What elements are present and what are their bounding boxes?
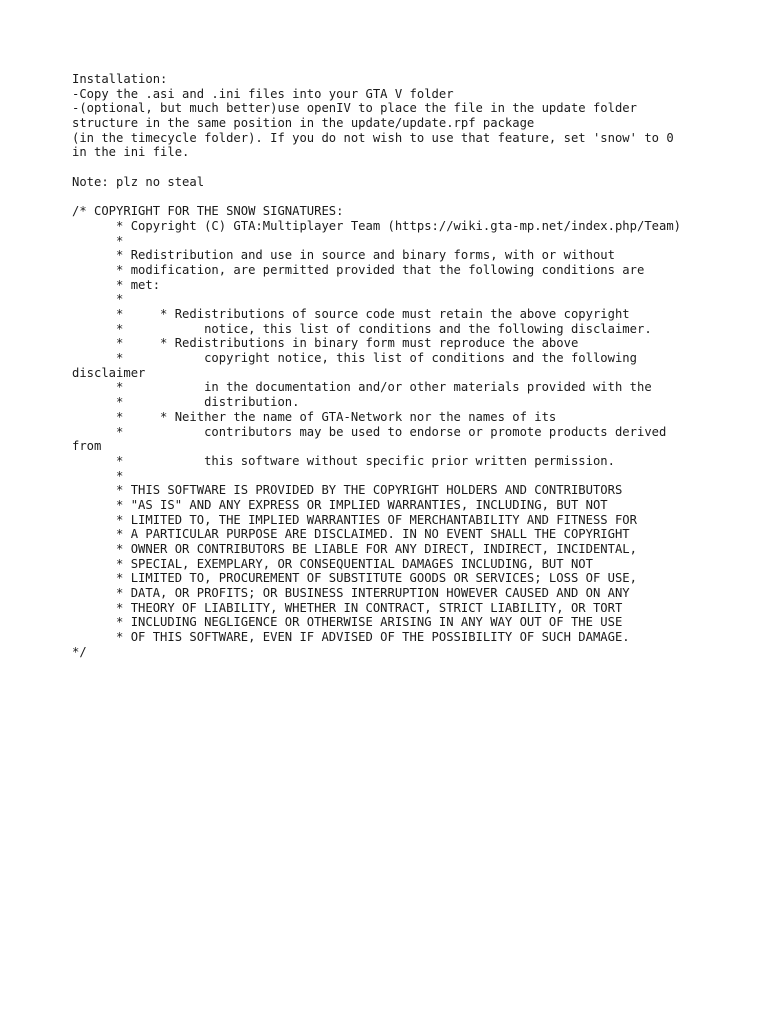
installation-heading: Installation:	[72, 72, 168, 86]
license-condition: * contributors may be used to endorse or promote products derived	[72, 424, 667, 439]
disclaimer-line: * LIMITED TO, PROCUREMENT OF SUBSTITUTE GOODS OR SERVICES; LOSS OF USE,	[72, 571, 637, 586]
install-step-openiv: -(optional, but much better)use openIV to place the file in the update folder	[72, 101, 637, 116]
install-step-openiv-cont: (in the timecycle folder). If you do not wish to use that feature, set 'snow' to 0	[72, 130, 674, 145]
disclaimer-line: * OF THIS SOFTWARE, EVEN IF ADVISED OF THE POSSIBILITY OF SUCH DAMAGE.	[72, 630, 630, 645]
install-step-openiv-cont: structure in the same position in the update/update.rpf package	[72, 116, 535, 131]
license-line: *	[72, 468, 124, 483]
install-step-copy: -Copy the .asi and .ini files into your GTA V folder	[72, 86, 454, 101]
copyright-heading: /* COPYRIGHT FOR THE SNOW SIGNATURES:	[72, 204, 344, 219]
license-condition: * * Neither the name of GTA-Network nor the names of its	[72, 409, 557, 424]
note-line: Note: plz no steal	[72, 174, 205, 189]
comment-close: */	[72, 644, 87, 659]
license-condition: from	[72, 439, 102, 454]
copyright-notice: * Copyright (C) GTA:Multiplayer Team (https://wiki.gta-mp.net/index.php/Team)	[72, 218, 682, 233]
blank-line	[72, 160, 752, 175]
license-condition: * distribution.	[72, 395, 300, 410]
license-condition: * * Redistributions in binary form must reproduce the above	[72, 336, 579, 351]
license-condition: * copyright notice, this list of conditions and the following	[72, 351, 637, 366]
license-condition: * notice, this list of conditions and the following disclaimer.	[72, 321, 652, 336]
blank-line	[72, 190, 752, 205]
disclaimer-line: * SPECIAL, EXEMPLARY, OR CONSEQUENTIAL DAMAGES INCLUDING, BUT NOT	[72, 556, 593, 571]
disclaimer-line: * DATA, OR PROFITS; OR BUSINESS INTERRUPTION HOWEVER CAUSED AND ON ANY	[72, 586, 630, 601]
license-condition: * * Redistributions of source code must retain the above copyright	[72, 307, 630, 321]
license-line: * Redistribution and use in source and binary forms, with or without	[72, 248, 615, 263]
license-line: *	[72, 233, 124, 248]
document-page	[72, 72, 752, 660]
license-condition: * in the documentation and/or other materials provided with the	[72, 380, 652, 395]
license-condition: disclaimer	[72, 365, 146, 380]
disclaimer-line: * "AS IS" AND ANY EXPRESS OR IMPLIED WARRANTIES, INCLUDING, BUT NOT	[72, 497, 608, 512]
license-line: *	[72, 292, 124, 307]
license-condition: * this software without specific prior written permission.	[72, 453, 615, 468]
disclaimer-line: * INCLUDING NEGLIGENCE OR OTHERWISE ARISING IN ANY WAY OUT OF THE USE	[72, 615, 623, 630]
disclaimer-line: * A PARTICULAR PURPOSE ARE DISCLAIMED. IN NO EVENT SHALL THE COPYRIGHT	[72, 527, 630, 542]
license-line: * met:	[72, 277, 161, 292]
disclaimer-line: * THEORY OF LIABILITY, WHETHER IN CONTRACT, STRICT LIABILITY, OR TORT	[72, 600, 623, 615]
install-step-openiv-cont: in the ini file.	[72, 145, 190, 160]
disclaimer-line: * LIMITED TO, THE IMPLIED WARRANTIES OF MERCHANTABILITY AND FITNESS FOR	[72, 512, 637, 527]
disclaimer-line: * THIS SOFTWARE IS PROVIDED BY THE COPYRIGHT HOLDERS AND CONTRIBUTORS	[72, 483, 623, 498]
disclaimer-line: * OWNER OR CONTRIBUTORS BE LIABLE FOR ANY DIRECT, INDIRECT, INCIDENTAL,	[72, 542, 637, 556]
license-line: * modification, are permitted provided that the following conditions are	[72, 262, 645, 277]
